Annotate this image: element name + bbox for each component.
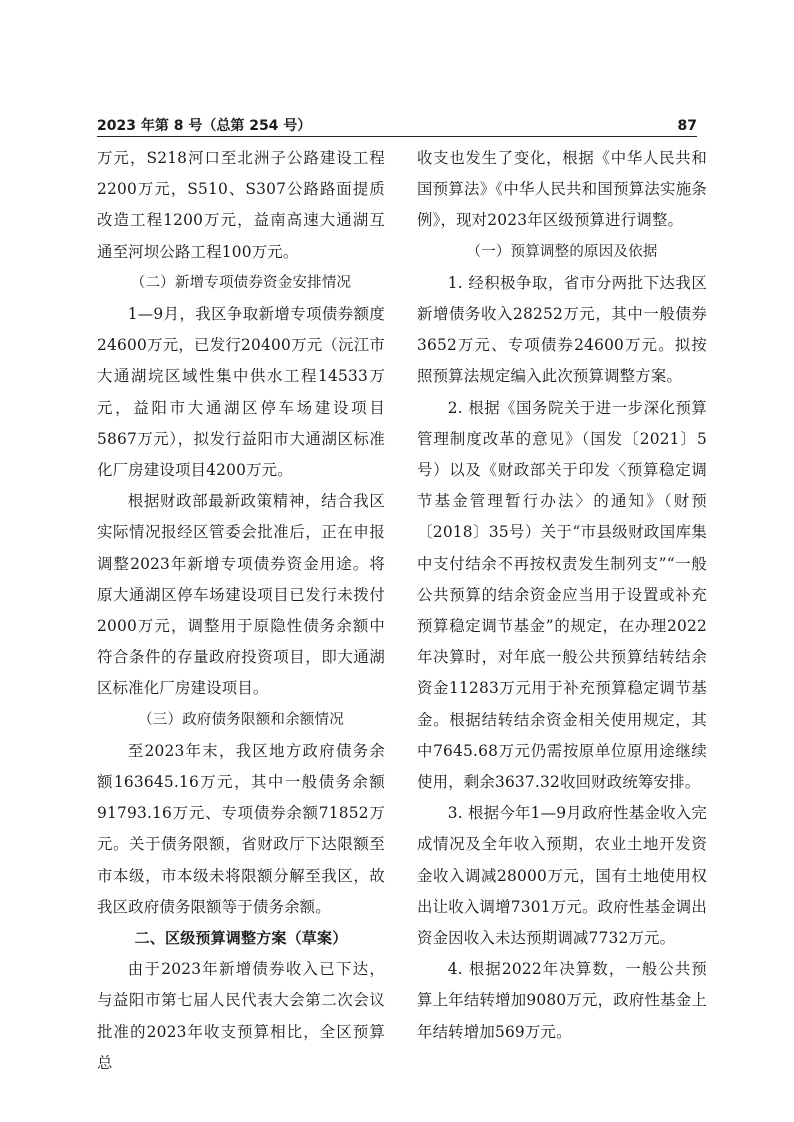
- paragraph: 4. 根据2022年决算数，一般公共预算上年结转增加9080万元，政府性基金上年结转增加569万元。: [417, 960, 707, 1041]
- paragraph: 由于2023年新增债券收入已下达，与益阳市第七届人民代表大会第二次会议批准的2023年收支预算相比，全区预算总: [97, 960, 385, 1072]
- paragraph: 1—9月，我区争取新增专项债券额度24600万元，已发行20400万元（沅江市大通湖垸区域性集中供水工程14533万元，益阳市大通湖区停车场建设项目5867万元），拟发行益阳市大通湖区标准化厂房建设项目4200万元。: [97, 305, 385, 480]
- issue-number: 2023 年第 8 号（总第 254 号）: [97, 118, 312, 134]
- page-number: 87: [677, 118, 697, 134]
- section-heading: （二）新增专项债券资金安排情况: [130, 274, 352, 291]
- paragraph: 万元，S218河口至北洲子公路建设工程2200万元，S510、S307公路路面提质改造工程1200万元，益南高速大通湖互通至河坝公路工程100万元。: [97, 149, 385, 261]
- page-header: [97, 117, 697, 139]
- chapter-heading: 二、区级预算调整方案（草案）: [134, 929, 348, 948]
- paragraph: 根据财政部最新政策精神，结合我区实际情况报经区管委会批准后，正在申报调整2023年新增专项债券资金用途。将原大通湖区停车场建设项目已发行未拨付2000万元，调整用于原隐性债务余额中符合条件的存量政府投资项目，即大通湖区标准化厂房建设项目。: [97, 492, 385, 698]
- section-heading: （三）政府债务限额和余额情况: [138, 711, 344, 728]
- header-rule: [97, 136, 697, 137]
- section-heading: （一）预算调整的原因及依据: [466, 243, 658, 260]
- left-column: [97, 143, 385, 1079]
- paragraph: 1. 经积极争取，省市分两批下达我区新增债务收入28252万元，其中一般债券3652万元、专项债券24600万元。拟按照预算法规定编入此次预算调整方案。: [417, 273, 707, 386]
- paragraph: 收支也发生了变化，根据《中华人民共和国预算法》《中华人民共和国预算法实施条例》，现对2023年区级预算进行调整。: [417, 149, 707, 230]
- paragraph: 2. 根据《国务院关于进一步深化预算管理制度改革的意见》（国发〔2021〕5号）以及《财政部关于印发〈预算稳定调节基金管理暂行办法〉的通知》（财预〔2018〕35号）关于“市县级财政国库集中支付结余不再按权责发生制列支”“一般公共预算的结余资金应当用于设置或补充预算稳定调节基金”的规定，在办理2022年决算时，对年底一般公共预算结转结余资金11283万元用于补充预算稳定调节基金。根据结转结余资金相关使用规定，其中7645.68万元仍需按原单位原用途继续使用，剩余3637.32收回财政统筹安排。: [417, 398, 707, 792]
- right-column: [417, 143, 707, 1048]
- paragraph: 3. 根据今年1—9月政府性基金收入完成情况及全年收入预期，农业土地开发资金收入调减28000万元，国有土地使用权出让收入调增7301万元。政府性基金调出资金因收入未达预期调减7732万元。: [417, 804, 707, 948]
- paragraph: 至2023年末，我区地方政府债务余额163645.16万元，其中一般债务余额91793.16万元、专项债券余额71852万元。关于债务限额，省财政厅下达限额至市本级，市本级未将限额分解至我区，故我区政府债务限额等于债务余额。: [97, 741, 385, 916]
